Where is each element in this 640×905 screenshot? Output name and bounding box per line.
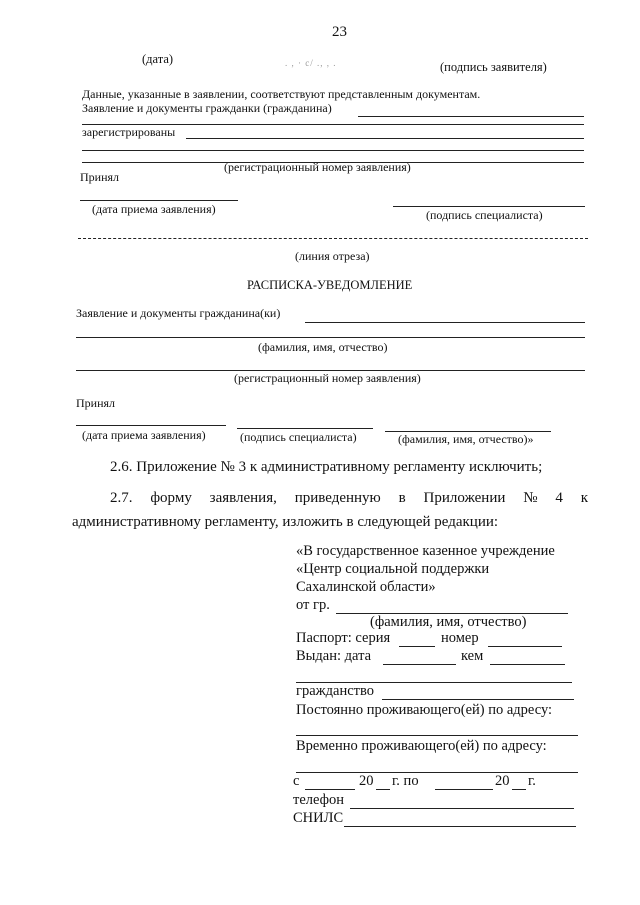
phone-field[interactable] xyxy=(350,808,574,809)
addressee-line-3: Сахалинской области» xyxy=(296,579,436,595)
cut-line xyxy=(78,238,588,239)
receipt-docs-label: Заявление и документы гражданина(ки) xyxy=(76,306,281,320)
addressee-line-2: «Центр социальной поддержки xyxy=(296,561,490,577)
registered-line xyxy=(186,138,584,139)
word: к xyxy=(580,490,588,506)
receipt-signature-line xyxy=(237,428,373,429)
date-caption: (дата) xyxy=(142,52,174,66)
reg-number-caption: (регистрационный номер заявления) xyxy=(224,160,411,174)
accept-date-caption: (дата приема заявления) xyxy=(92,202,216,216)
year-suffix: г. xyxy=(528,773,536,789)
period-from-label: с xyxy=(293,773,300,789)
verification-line-1: Данные, указанные в заявлении, соответствуют представленным документам. xyxy=(82,87,481,101)
issued-date-field[interactable] xyxy=(383,664,456,665)
word: форму xyxy=(150,490,192,506)
passport-number-label: номер xyxy=(441,630,479,646)
addressee-line-1: «В государственное казенное учреждение xyxy=(296,543,555,559)
specialist-signature-caption: (подпись специалиста) xyxy=(426,208,543,222)
receipt-date-line xyxy=(76,425,226,426)
snils-label: СНИЛС xyxy=(293,810,344,826)
permanent-address-label: Постоянно проживающего(ей) по адресу: xyxy=(296,702,553,718)
year-a-field[interactable] xyxy=(376,789,390,790)
item-2-7-line-1 xyxy=(110,490,588,507)
receipt-date-caption: (дата приема заявления) xyxy=(82,428,206,442)
word: в xyxy=(398,490,406,506)
receipt-fio-caption-end: (фамилия, имя, отчество)» xyxy=(398,432,534,446)
receipt-accepted-label: Принял xyxy=(76,396,116,410)
issued-by-label: кем xyxy=(461,648,484,664)
item-2-6: 2.6. Приложение № 3 к административному регламенту исключить; xyxy=(110,459,543,475)
citizenship-label: гражданство xyxy=(296,683,374,699)
from-citizen-label: от гр. xyxy=(296,597,330,613)
blank-line xyxy=(76,337,585,338)
cut-line-caption: (линия отреза) xyxy=(295,249,370,263)
passport-series-label: Паспорт: серия xyxy=(296,630,391,646)
citizen-name-line xyxy=(358,116,584,117)
blank-line xyxy=(82,150,584,151)
phone-label: телефон xyxy=(293,792,345,808)
specialist-signature-line xyxy=(393,206,585,207)
applicant-signature-caption: (подпись заявителя) xyxy=(440,60,547,74)
year-20-b: 20 xyxy=(495,773,510,789)
word: № xyxy=(523,490,538,506)
temporary-address-label: Временно проживающего(ей) по адресу: xyxy=(296,738,547,754)
item-2-7-line-2: административному регламенту, изложить в следующей редакции: xyxy=(72,514,499,530)
form-fio-caption: (фамилия, имя, отчество) xyxy=(370,614,527,630)
receipt-title: РАСПИСКА-УВЕДОМЛЕНИЕ xyxy=(247,278,413,292)
period-from-field[interactable] xyxy=(305,789,355,790)
page-number: 23 xyxy=(332,24,347,40)
accept-date-line xyxy=(80,200,238,201)
passport-number-field[interactable] xyxy=(488,646,562,647)
accepted-label: Принял xyxy=(80,170,120,184)
word: Приложении xyxy=(423,490,506,506)
passport-series-field[interactable] xyxy=(399,646,435,647)
receipt-citizen-line xyxy=(305,322,585,323)
issued-date-label: Выдан: дата xyxy=(296,648,372,664)
year-b-field[interactable] xyxy=(512,789,526,790)
snils-field[interactable] xyxy=(344,826,576,827)
period-to-label: г. по xyxy=(392,773,419,789)
permanent-address-field[interactable] xyxy=(296,735,578,736)
word: заявления, xyxy=(209,490,277,506)
word: приведенную xyxy=(294,490,381,506)
receipt-signature-caption: (подпись специалиста) xyxy=(240,430,357,444)
word: 4 xyxy=(555,490,563,506)
word: 2.7. xyxy=(110,490,133,506)
issued-by-field[interactable] xyxy=(490,664,565,665)
year-20-a: 20 xyxy=(359,773,374,789)
faint-signature-marks: . , · с/ ., , . xyxy=(285,58,337,68)
period-to-field[interactable] xyxy=(435,789,493,790)
receipt-reg-number-caption: (регистрационный номер заявления) xyxy=(234,371,421,385)
receipt-fio-caption: (фамилия, имя, отчество) xyxy=(258,340,388,354)
registered-label: зарегистрированы xyxy=(82,125,176,139)
verification-line-2: Заявление и документы гражданки (гражданина) xyxy=(82,101,332,115)
citizenship-field[interactable] xyxy=(382,699,574,700)
